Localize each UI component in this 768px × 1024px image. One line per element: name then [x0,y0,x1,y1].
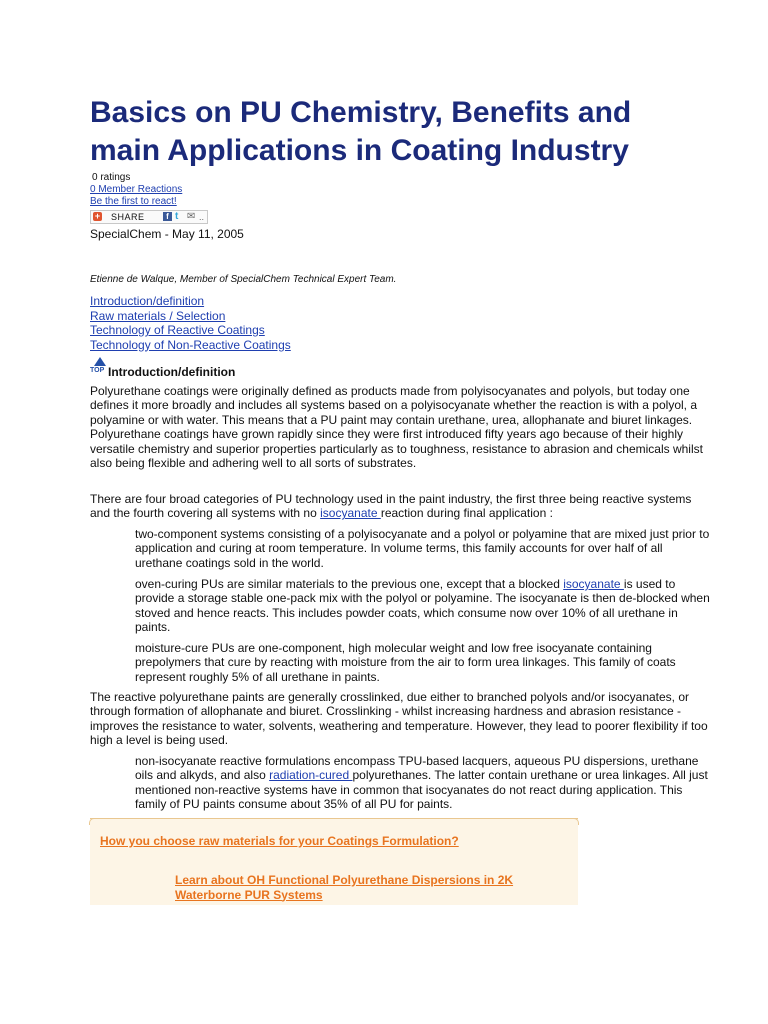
twitter-icon[interactable]: t [175,211,179,222]
list-item-two-component: two-component systems consisting of a polyisocyanate and a polyol or polyamine that are mixed just prior to application and curing at room temperature. In volume terms, this family accounts for over half of all urethane coatings sold in the world. [135,527,710,570]
promo-corner-right [572,818,579,825]
non-isocyanate-text: non-isocyanate reactive formulations encompass TPU-based lacquers, aqueous PU dispersions, urethane oils and alkyds, and also [135,754,699,783]
crosslinking-paragraph: The reactive polyurethane paints are generally crosslinked, due either to branched polyols and/or isocyanates, or through formation of allophanate and biuret. Crosslinking - whilst increasing hardness and abrasion resistance - improves the resistance to water, solvents, weathering and temperature. However, they lead to poorer flexibility if too high a level is being used. [90,690,708,748]
page-title: Basics on PU Chemistry, Benefits and main Applications in Coating Industry [90,96,632,167]
up-arrow-icon [94,357,106,366]
isocyanate-link[interactable]: isocyanate [320,506,381,521]
section-title: Introduction/definition [108,365,236,379]
categories-paragraph [90,492,712,521]
promo-dispersions-link[interactable]: Learn about OH Functional Polyurethane Dispersions in 2K Waterborne PUR Systems [175,873,514,902]
oven-curing-text: oven-curing PUs are similar materials to the previous one, except that a blocked [135,577,564,591]
categories-text: There are four broad categories of PU technology used in the paint industry, the first three being reactive systems and the fourth covering all systems with no [90,492,692,521]
addthis-plus-icon: + [94,211,101,221]
categories-text-end: reaction during final application : [380,506,553,521]
share-button[interactable] [90,210,208,224]
toc-link-introduction[interactable]: Introduction/definition [90,294,205,308]
ratings-count: 0 ratings [92,172,131,183]
radiation-cured-link[interactable]: radiation-cured [269,768,353,783]
table-of-contents [90,294,291,352]
member-reactions-link[interactable]: 0 Member Reactions [90,184,183,195]
promo-corner-left [89,818,96,825]
toc-link-reactive-coatings[interactable]: Technology of Reactive Coatings [90,323,265,337]
email-icon[interactable]: ✉ [187,211,196,222]
more-icon[interactable]: .. [199,212,205,222]
author-credit: Etienne de Walque, Member of SpecialChem Technical Expert Team. [90,274,397,285]
promo-question-link[interactable]: How you choose raw materials for your Coatings Formulation? [100,834,459,848]
non-isocyanate-text-end: polyurethanes. The latter contain urethane or urea linkages. All just mentioned non-reactive systems have in common that isocyanates do not react during application. This family of PU paints consume about 35% of all PU for paints. [135,768,708,812]
top-icon-label: TOP [90,367,105,374]
promo-box [90,818,578,905]
be-first-to-react-link[interactable]: Be the first to react! [90,196,177,207]
toc-link-raw-materials[interactable]: Raw materials / Selection [90,308,226,323]
back-to-top-icon[interactable] [90,357,110,377]
list-item-non-isocyanate [135,754,713,812]
toc-link-non-reactive-coatings[interactable]: Technology of Non-Reactive Coatings [90,337,291,352]
oven-curing-text-end: is used to provide a storage stable one-pack mix with the polyol or polyamine. The isocyanate is then de-blocked when stoved and hence reacts. This includes powder coats, which consume now over 10% of all urethane in paints. [135,577,710,635]
intro-paragraph: Polyurethane coatings were originally defined as products made from polyisocyanates and polyols, but today one defines it more broadly and includes all systems based on a polyisocyanate whether the reaction is with a polyol, a polyamine or with water. This means that a PU paint may contain urethane, urea, allophanate and biuret linkages. Polyurethane coatings have grown rapidly since they were first introduced fifty years ago because of their highly versatile chemistry and superior properties particularly as to toughness, resistance to abrasion and chemicals whilst also being flexible and adhering well to all sorts of substrates. [90,384,703,471]
list-item-oven-curing [135,577,713,635]
facebook-icon[interactable]: f [163,212,172,221]
isocyanate-link-2[interactable]: isocyanate [563,577,624,591]
list-item-moisture-cure: moisture-cure PUs are one-component, high molecular weight and low free isocyanate containing prepolymers that cure by reacting with moisture from the air to form urea linkages. This family of coats represent roughly 5% of all urethane in paints. [135,641,676,684]
byline: SpecialChem - May 11, 2005 [90,227,244,241]
share-label: SHARE [111,212,145,222]
